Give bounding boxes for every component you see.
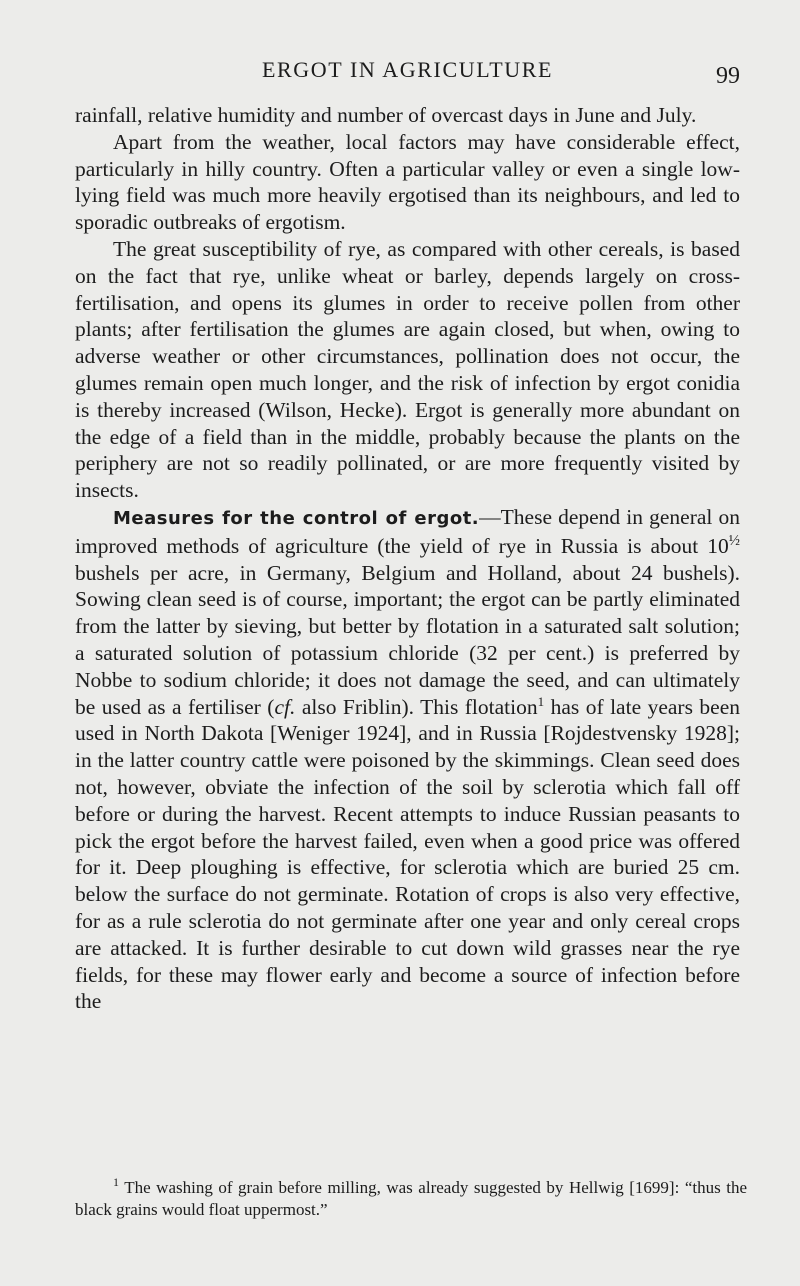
footnote-mark: 1 xyxy=(113,1175,119,1190)
footnote-reference: 1 xyxy=(537,693,545,709)
cf-abbreviation: cf. xyxy=(274,694,296,719)
running-head xyxy=(75,57,740,87)
paragraph-rye-susceptibility: The great susceptibility of rye, as compared with other cereals, is based on the fact that rye, unlike wheat or barley, depends largely on cross-fertilisation, and opens its glumes in order to receive pollen from other plants; after fertilisation the glumes are again closed, but when, owing to adverse weather or other circumstances, pollination does not occur, the glumes remain open much longer, and the risk of infection by ergot conidia is thereby increased (Wilson, Hecke). Ergot is generally more abundant on the edge of a field than in the middle, probably because the plants on the periphery are not so readily pollinated, or are more frequently visited by insects. xyxy=(75,236,740,503)
paragraph-control-measures xyxy=(75,504,740,1015)
fraction-half: ½ xyxy=(728,532,740,549)
footnote xyxy=(75,1177,747,1220)
control-text-a: —These depend in general on improved methods of agriculture (the yield of rye in Russia is about 10 xyxy=(75,504,740,558)
control-text-b: bushels per acre, in Germany, Belgium and Holland, about 24 bushels). Sowing clean seed is of course, important; the ergot can be partly eliminated from the latter by sieving, but better by flotation in a saturated salt solution; a saturated solution of potassium chloride (32 per cent.) is preferred by Nobbe to sodium chloride; it does not damage the seed, and can ultimately be used as a fertiliser ( xyxy=(75,560,740,719)
body-text xyxy=(75,102,740,1015)
page-number: 99 xyxy=(716,63,740,89)
control-text-c: also Friblin). This flotation xyxy=(295,694,538,719)
control-text-d: has of late years been used in North Dakota [Weniger 1924], and in Russia [Rojdestvensky 1928]; in the latter country cattle were poisoned by the skimmings. Clean seed does not, however, obviate the infection of the soil by sclerotia which fall off before or during the harvest. Recent attempts to induce Russian peasants to pick the ergot before the harvest failed, even when a good price was offered for it. Deep ploughing is effective, for sclerotia which are buried 25 cm. below the surface do not germinate. Rotation of crops is also very effective, for as a rule sclerotia do not germinate after one year and only cereal crops are attacked. It is further desirable to cut down wild grasses near the rye fields, for these may flower early and become a source of infection before the xyxy=(75,694,740,1014)
paragraph-local-factors: Apart from the weather, local factors may have considerable effect, particularly in hilly country. Often a particular valley or even a single low-lying field was much more heavily ergotised than its neighbours, and led to sporadic outbreaks of ergotism. xyxy=(75,129,740,235)
running-title: ERGOT IN AGRICULTURE xyxy=(261,57,554,82)
section-heading: Measures for the control of ergot. xyxy=(113,507,480,529)
footnote-text: The washing of grain before milling, was already suggested by Hellwig [1699]: “thus the black grains would float uppermost.” xyxy=(75,1178,747,1219)
paragraph-continuation: rainfall, relative humidity and number of overcast days in June and July. xyxy=(75,103,697,127)
